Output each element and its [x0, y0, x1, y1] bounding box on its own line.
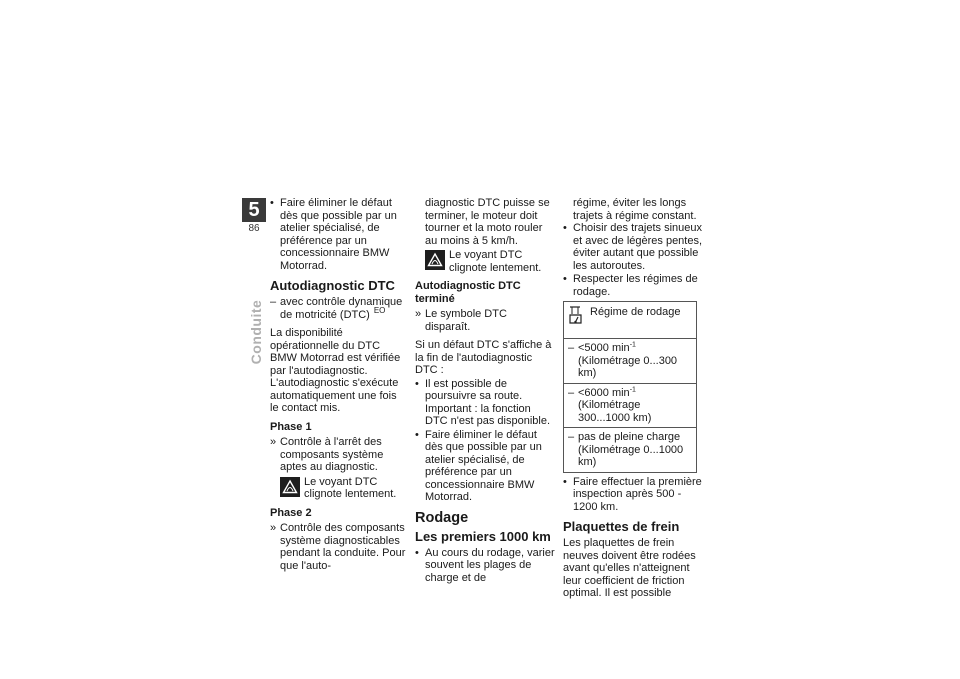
bullet-marker: • [270, 197, 274, 209]
step-item [270, 436, 408, 474]
load-note: pas de pleine charge (Kilométrage 0...1000 km) [578, 431, 684, 468]
paragraph: La disponibilité opérationnelle du DTC BMW Motorrad est vérifiée par l'autodiagnostic. L'autodiagnostic s'exécute automatiquement une fois le contact mis. [270, 327, 401, 414]
bullet-text: Respecter les régimes de rodage. [573, 273, 698, 298]
break-in-table [563, 301, 697, 473]
heading-autodiagnostic-termine: Autodiagnostic DTC terminé [415, 280, 521, 305]
heading-premiers-1000-km: Les premiers 1000 km [415, 528, 551, 544]
equipment-tag: EO [373, 305, 386, 315]
bullet-marker: • [415, 546, 419, 559]
arrow-marker: » [270, 436, 277, 448]
bullet-item [415, 378, 555, 428]
bullet-item [563, 476, 705, 514]
arrow-marker: » [415, 308, 422, 320]
arrow-marker: » [270, 522, 277, 534]
step-text: Le symbole DTC disparaît. [425, 308, 507, 333]
warning-lamp-icon [280, 477, 300, 497]
bullet-text: Choisir des trajets sinueux et avec de légères pentes, éviter autant que possible les autoroutes. [573, 222, 703, 272]
table-cell [564, 383, 697, 428]
heading-rodage: Rodage [415, 509, 469, 526]
paragraph: Les plaquettes de frein neuves doivent être rodées avant qu'elles n'atteignent leur coefficient de friction optimal. Il est possible [563, 537, 696, 599]
exponent: -1 [629, 385, 636, 393]
table-row [564, 339, 697, 384]
step-text: Contrôle à l'arrêt des composants système aptes au diagnostic. [280, 436, 384, 473]
column-2 [415, 197, 555, 585]
dash-item [270, 296, 408, 321]
note-text: Le voyant DTC clignote lentement. [304, 475, 397, 500]
bullet-text: Faire effectuer la première inspection après 500 - 1200 km. [573, 475, 702, 513]
table-cell [564, 428, 697, 473]
step-item [415, 308, 555, 333]
mileage-range: (Kilométrage 300...1000 km) [578, 399, 652, 424]
mileage-range: (Kilométrage 0...300 km) [578, 354, 678, 379]
bullet-marker: • [415, 428, 419, 441]
bullet-marker: • [415, 377, 419, 390]
chapter-title: Conduite [247, 299, 264, 365]
table-header-cell [564, 302, 697, 339]
bullet-text: Il est possible de poursuivre sa route. Important : la fonction DTC n'est pas disponible. [425, 377, 550, 427]
bullet-marker: • [563, 475, 567, 488]
bullet-text: Faire éliminer le défaut dès que possible par un atelier spécialisé, de préférence par un concessionnaire BMW Motorrad. [280, 197, 397, 272]
dash-text: avec contrôle dynamique de motricité (DTC) [280, 296, 403, 321]
bullet-text: Faire éliminer le défaut dès que possible par un atelier spécialisé, de préférence par un concessionnaire BMW Motorrad. [425, 428, 542, 503]
table-row [564, 302, 697, 339]
table-header-text: Régime de rodage [590, 306, 681, 318]
bullet-item [563, 222, 705, 272]
column-3 [563, 197, 705, 606]
step-item [270, 522, 408, 572]
dash-marker: – [568, 342, 575, 354]
rpm-limit: <5000 min [578, 342, 630, 354]
bullet-item [270, 197, 408, 272]
bullet-text: Au cours du rodage, varier souvent les plages de charge et de [425, 546, 555, 584]
heading-phase-1: Phase 1 [270, 420, 312, 433]
heading-phase-2: Phase 2 [270, 506, 312, 519]
paragraph: Si un défaut DTC s'affiche à la fin de l'autodiagnostic DTC : [415, 339, 552, 376]
rpm-limit: <6000 min [578, 386, 630, 399]
bullet-item [415, 547, 555, 585]
dash-marker: – [270, 296, 277, 308]
table-cell [564, 339, 697, 384]
tachometer-icon [568, 305, 584, 331]
warning-lamp-icon [425, 250, 445, 270]
bullet-marker: • [563, 273, 567, 285]
bullet-marker: • [563, 222, 567, 234]
exponent: -1 [629, 341, 636, 349]
note [270, 476, 408, 501]
dash-marker: – [568, 431, 575, 443]
heading-autodiagnostic-dtc: Autodiagnostic DTC [270, 278, 395, 293]
continued-text: régime, éviter les longs trajets à régime constant. [573, 197, 697, 222]
heading-plaquettes-de-frein: Plaquettes de frein [563, 519, 680, 534]
note [415, 249, 555, 274]
table-row [564, 383, 697, 428]
column-1 [270, 197, 408, 573]
bullet-item [415, 429, 555, 504]
table-row [564, 428, 697, 473]
note-text: Le voyant DTC clignote lentement. [449, 249, 542, 274]
bullet-item [563, 273, 705, 298]
page-number: 86 [248, 223, 260, 234]
step-text: Contrôle des composants système diagnosticables pendant la conduite. Pour que l'auto- [280, 522, 406, 572]
continued-text: diagnostic DTC puisse se terminer, le moteur doit tourner et la moto rouler au moins à 5 km/h. [425, 197, 550, 247]
chapter-number: 5 [242, 198, 266, 222]
dash-marker: – [568, 386, 575, 399]
